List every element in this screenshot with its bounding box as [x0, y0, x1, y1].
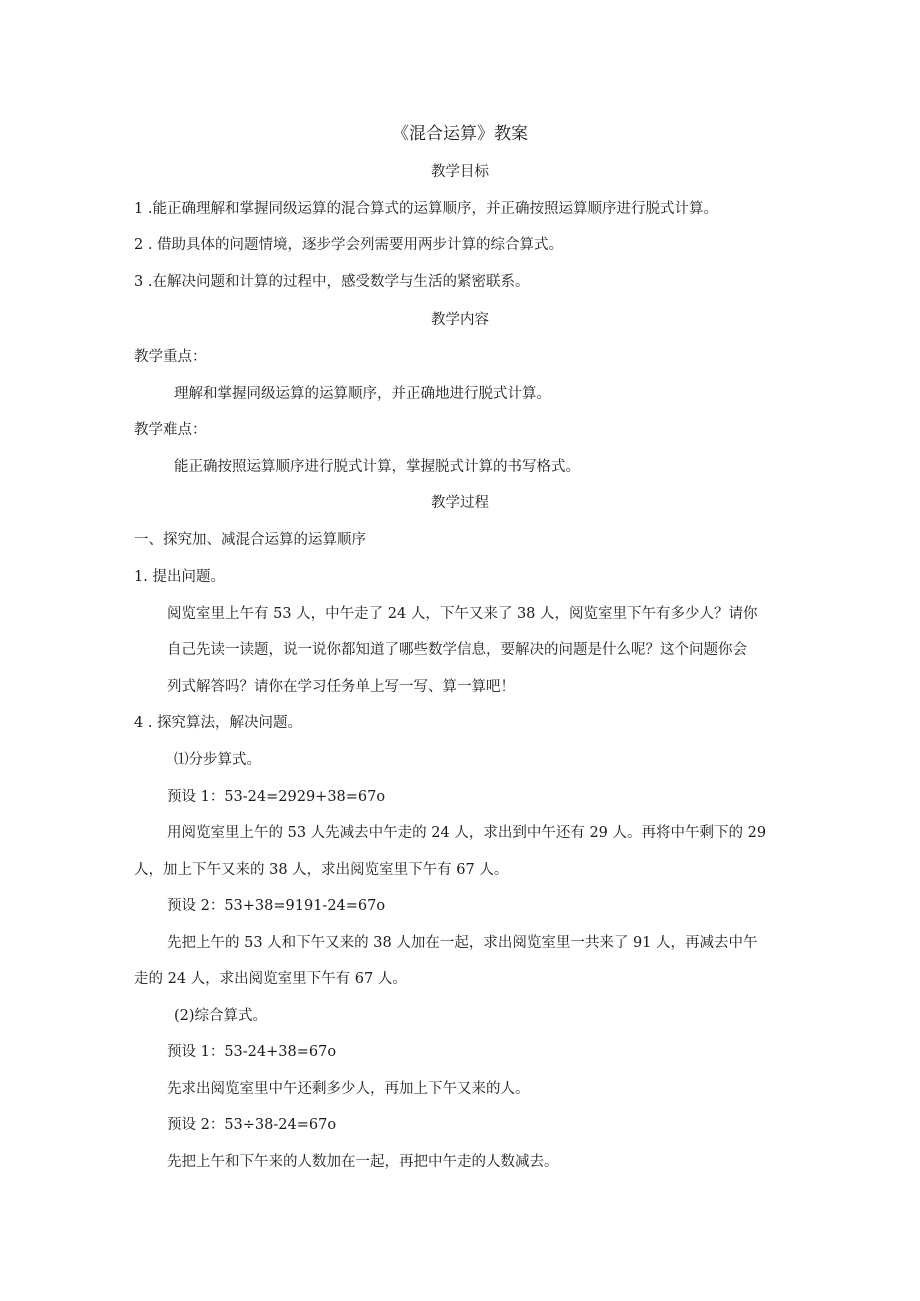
problem-line-1: 阅览室里上午有 53 人，中午走了 24 人，下午又来了 38 人，阅览室里下午有多少人？请你 — [167, 606, 758, 622]
combined-preset-1: 预设 1：53-24+38=67o — [167, 1044, 337, 1060]
stepwise-explain-1-line-1: 用阅览室里上午的 53 人先减去中午走的 24 人，求出到中午还有 29 人。再将中午剩下的 29 — [167, 825, 767, 841]
combined-explain-2: 先把上午和下午来的人数加在一起，再把中午走的人数减去。 — [167, 1154, 559, 1170]
stepwise-explain-1-line-2: 人，加上下午又来的 38 人，求出阅览室里下午有 67 人。 — [134, 862, 509, 878]
document-title: 《混合运算》教案 — [392, 124, 528, 144]
stepwise-preset-1: 预设 1：53-24=2929+38=67o — [167, 789, 386, 805]
key-point-label: 教学重点： — [134, 349, 207, 365]
stepwise-preset-2: 预设 2：53+38=9191-24=67o — [167, 898, 386, 914]
combined-preset-2: 预设 2：53÷38-24=67o — [167, 1117, 337, 1133]
problem-line-2: 自己先读一读题，说一说你都知道了哪些数学信息，要解决的问题是什么呢？这个问题你会 — [167, 642, 747, 658]
stepwise-explain-2-line-2: 走的 24 人，求出阅览室里下午有 67 人。 — [134, 971, 407, 987]
step1-heading: 1. 提出问题。 — [134, 569, 225, 585]
difficulty-label: 教学难点： — [134, 422, 207, 438]
goal-item-1: 1 .能正确理解和掌握同级运算的混合算式的运算顺序，并正确按照运算顺序进行脱式计算。 — [134, 201, 718, 217]
step4-heading: 4 . 探究算法，解决问题。 — [134, 715, 303, 731]
goals-heading: 教学目标 — [431, 164, 489, 180]
stepwise-explain-2-line-1: 先把上午的 53 人和下午又来的 38 人加在一起，求出阅览室里一共来了 91 人，再减去中午 — [167, 935, 758, 951]
process-heading: 教学过程 — [431, 495, 489, 511]
combined-heading: (2)综合算式。 — [174, 1008, 268, 1024]
difficulty-text: 能正确按照运算顺序进行脱式计算，掌握脱式计算的书写格式。 — [174, 459, 580, 475]
combined-explain-1: 先求出阅览室里中午还剩多少人，再加上下午又来的人。 — [167, 1081, 530, 1097]
problem-line-3: 列式解答吗？请你在学习任务单上写一写、算一算吧！ — [167, 679, 515, 695]
goal-item-3: 3 .在解决问题和计算的过程中，感受数学与生活的紧密联系。 — [134, 274, 530, 290]
content-heading: 教学内容 — [431, 312, 489, 328]
part1-heading: 一、探究加、减混合运算的运算顺序 — [134, 532, 366, 548]
key-point-text: 理解和掌握同级运算的运算顺序，并正确地进行脱式计算。 — [174, 386, 551, 402]
goal-item-2: 2 . 借助具体的问题情境，逐步学会列需要用两步计算的综合算式。 — [134, 237, 564, 253]
stepwise-heading: ⑴分步算式。 — [174, 752, 261, 768]
